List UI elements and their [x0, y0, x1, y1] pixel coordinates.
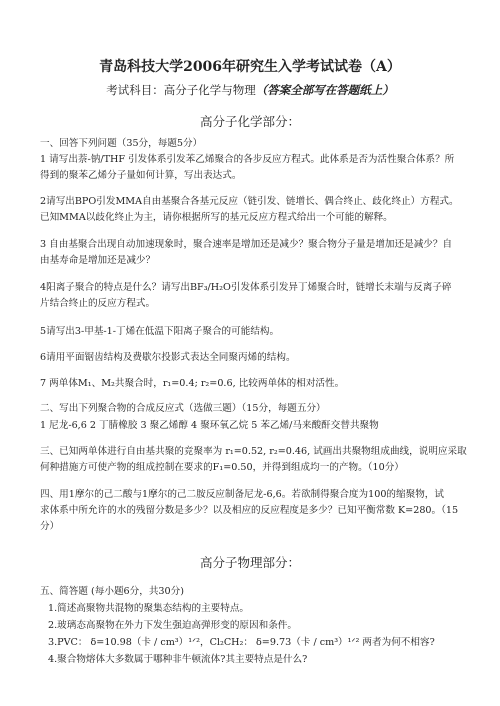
subject-label: 考试科目：高分子化学与物理: [106, 83, 256, 97]
question-line: 片结合终止的反应方程式。: [40, 298, 156, 309]
question-line: 1 请写出萘-钠/THF 引发体系引发苯乙烯聚合的各步反应方程式。此体系是否为活性聚合体系？所: [40, 154, 455, 165]
question-line: 1.简述高聚物共混物的聚集态结构的主要特点。: [48, 603, 250, 614]
question-line: 6请用平面锯齿结构及费歇尔投影式表达全同聚丙烯的结构。: [40, 352, 296, 363]
question-group-3: 三、已知两单体进行自由基共聚的竞聚率为 r₁=0.52, r₂=0.46, 试画出共聚物组成曲线，说明应采取: [40, 446, 467, 457]
physics-section-heading: 高分子物理部分：: [199, 555, 300, 570]
question-line: 何种措施方可使产物的组成控制在要求的F₁=0.50，并得到组成均一的产物。（10分）: [40, 462, 404, 473]
question-group-1-heading: 一、回答下列问题（35分，每题5分）: [40, 138, 203, 149]
question-line: 4.聚合物熔体大多数属于哪种非牛顿流体?其主要特点是什么?: [48, 654, 308, 665]
question-group-2-heading: 二、写出下列聚合物的合成反应式（选做三题）（15分，每题五分）: [40, 403, 326, 414]
question-line: 2.玻璃态高聚物在外力下发生强迫高弹形变的原因和条件。: [48, 620, 297, 631]
exam-subject: [0, 82, 500, 98]
question-line: 3 自由基聚合出现自动加速现象时，聚合速率是增加还是减少？聚合物分子量是增加还是减少？自: [40, 239, 453, 250]
question-line: 2请写出BPO引发MMA自由基聚合各基元反应（链引发、链增长、偶合终止、歧化终止）方程式。: [40, 196, 459, 207]
question-line: 5请写出3-甲基-1-丁烯在低温下阳离子聚合的可能结构。: [40, 326, 280, 337]
question-line: 7 两单体M₁、M₂共聚合时，r₁=0.4; r₂=0.6, 比较两单体的相对活性。: [40, 378, 345, 389]
question-line: 1 尼龙-6,6 2 丁腈橡胶 3 聚乙烯醇 4 聚环氧乙烷 5 苯乙烯/马来酸酐交替共聚物: [40, 420, 379, 431]
chemistry-section-heading: 高分子化学部分：: [199, 114, 300, 129]
exam-title: 青岛科技大学2006年研究生入学考试试卷（A）: [99, 59, 401, 75]
question-group-4: 四、用1摩尔的己二酸与1摩尔的己二胺反应制备尼龙-6,6。若欲制得聚合度为100的缩聚物，试: [40, 489, 444, 500]
question-line: 得到的聚苯乙烯分子量如何计算，写出表达式。: [40, 170, 242, 181]
answer-note: （答案全部写在答题纸上）: [255, 83, 394, 97]
question-line: 求体系中所允许的水的残留分数是多少？以及相应的反应程度是多少？已知平衡常数 K=280。（15: [40, 505, 459, 516]
question-line: 由基寿命是增加还是减少？: [40, 255, 156, 266]
question-line: 3.PVC： δ=10.98（卡 / cm³）¹ᐟ²，Cl₂CH₂： δ=9.73（卡 / cm³）¹ᐟ² 两者为何不相容?: [48, 637, 435, 648]
question-line: 已知MMA以歧化终止为主，请你根据所写的基元反应方程式给出一个可能的解释。: [40, 212, 393, 223]
question-group-5-heading: 五、简答题 (每小题6分，共30分): [40, 586, 184, 597]
question-line: 4阳离子聚合的特点是什么？请写出BF₃/H₂O引发体系引发异丁烯聚合时，链增长末端与反离子碎: [40, 282, 452, 293]
question-line: 分）: [40, 521, 60, 532]
